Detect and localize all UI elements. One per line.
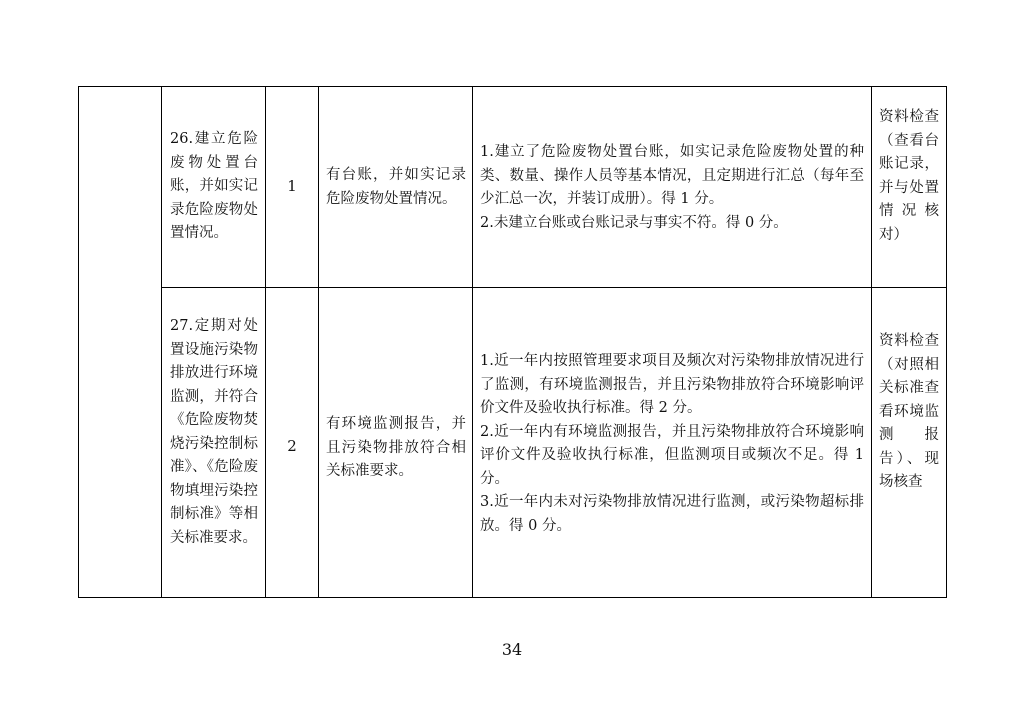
- col-border-3: [265, 86, 266, 598]
- row-27-method: 资料检查（对照相关标准查看环境监测报告）、现场核查: [879, 333, 939, 490]
- row-27-criteria: [480, 350, 864, 538]
- row-26-criterion-2: 2.未建立台账或台账记录与事实不符。得 0 分。: [480, 214, 788, 231]
- row-26-criteria: [480, 141, 864, 235]
- col-border-7: [946, 86, 947, 598]
- table-bottom-border: [78, 597, 947, 598]
- row-27-item: 27.定期对处置设施污染物排放进行环境监测，并符合《危险废物焚烧污染控制标准》、《危险废物填埋污染控制标准》等相关标准要求。: [170, 318, 258, 546]
- row-27-criterion-2: 2.近一年内有环境监测报告，并且污染物排放符合环境影响评价文件及验收执行标准，但监测项目或频次不足。得 1 分。: [480, 423, 864, 487]
- col-border-6: [871, 86, 872, 598]
- row-divider: [161, 287, 947, 288]
- row-27-requirement: 有环境监测报告，并且污染物排放符合相关标准要求。: [326, 416, 466, 479]
- col-border-2: [161, 86, 162, 598]
- row-27-criterion-3: 3.近一年内未对污染物排放情况进行监测，或污染物超标排放。得 0 分。: [480, 494, 864, 534]
- page-number: 34: [501, 640, 523, 659]
- col-border-5: [472, 86, 473, 598]
- col-border-1: [78, 86, 79, 598]
- row-26-requirement: 有台账，并如实记录危险废物处置情况。: [326, 167, 466, 207]
- row-26-method: 资料检查（查看台账记录，并与处置情况核对）: [879, 109, 939, 243]
- row-27-score: 2: [287, 437, 297, 455]
- row-26-criterion-1: 1.建立了危险废物处置台账，如实记录危险废物处置的种类、数量、操作人员等基本情况，且定期进行汇总（每年至少汇总一次，并装订成册）。得 1 分。: [480, 144, 864, 207]
- col-border-4: [318, 86, 319, 598]
- row-27-criterion-1: 1.近一年内按照管理要求项目及频次对污染物排放情况进行了监测，有环境监测报告，并且污染物排放符合环境影响评价文件及验收执行标准。得 2 分。: [480, 353, 864, 416]
- table-top-border: [78, 86, 947, 87]
- row-26-score: 1: [287, 177, 297, 195]
- row-26-item: 26.建立危险废物处置台账，并如实记录危险废物处置情况。: [170, 131, 258, 241]
